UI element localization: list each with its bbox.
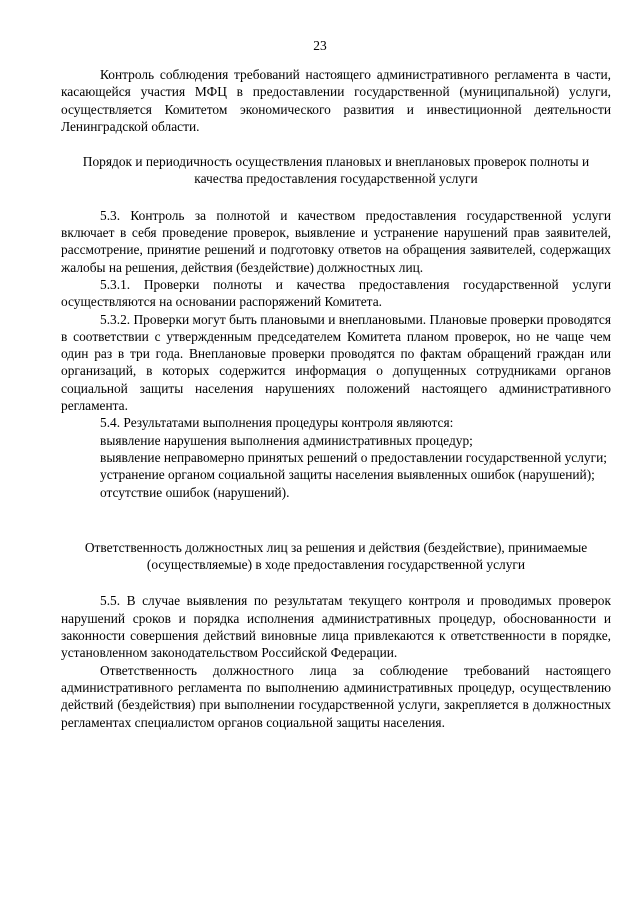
paragraph-5-4: 5.4. Результатами выполнения процедуры контроля являются: bbox=[100, 415, 454, 431]
paragraph-5-3-2: 5.3.2. Проверки могут быть плановыми и внеплановыми. Плановые проверки проводятся в соответствии с утвержденным председателем Комитета планом проверок, но не чаще чем один раз в три года. Внеплановые проверки проводятся по фактам обращений граждан или организаций, в которых содержится информация о допущенных сотрудниками органов социальной защиты населения нарушениях положений настоящего административного регламента. bbox=[61, 311, 611, 414]
result-item: отсутствие ошибок (нарушений). bbox=[100, 484, 290, 500]
intro-paragraph: Контроль соблюдения требований настоящего административного регламента в части, касающейся участия МФЦ в предоставлении государственной (муниципальной) услуги, осуществляется Комитетом экономического развития и инвестиционной деятельности Ленинградской области. bbox=[61, 67, 611, 134]
paragraph-5-3-1: 5.3.1. Проверки полноты и качества предоставления государственной услуги осуществляются на основании распоряжений Комитета. bbox=[61, 276, 611, 310]
result-item: выявление нарушения выполнения административных процедур; bbox=[100, 432, 473, 448]
result-item: устранение органом социальной защиты населения выявленных ошибок (нарушений); bbox=[100, 467, 595, 483]
section-heading-inspections: Порядок и периодичность осуществления плановых и внеплановых проверок полноты и качества предоставления государственной услуги bbox=[82, 154, 590, 187]
paragraph-5-3: 5.3. Контроль за полнотой и качеством предоставления государственной услуги включает в себя проведение проверок, выявление и устранение нарушений прав заявителей, рассмотрение, принятие решений и подготовку ответов на обращения заявителей, содержащих жалобы на решения, действия (бездействие) должностных лиц. bbox=[61, 207, 611, 275]
page-number: 23 bbox=[313, 38, 327, 53]
paragraph-5-5: 5.5. В случае выявления по результатам текущего контроля и проводимых проверок нарушений сроков и порядка исполнения административных процедур, обоснованности и законности совершения действий виновные лица привлекаются к ответственности в порядке, установленном законодательством Российской Федерации. bbox=[61, 593, 611, 661]
document-body bbox=[61, 66, 611, 731]
paragraph-responsibility: Ответственность должностного лица за соблюдение требований настоящего административного регламента по выполнению административных процедур, осуществлению действий (бездействия) при выполнении государственной услуги, закрепляется в должностных регламентах специалистом органов социальной защиты населения. bbox=[61, 662, 611, 730]
result-item: выявление неправомерно принятых решений о предоставлении государственной услуги; bbox=[100, 449, 607, 465]
section-heading-responsibility: Ответственность должностных лиц за решения и действия (бездействие), принимаемые (осуществляемые) в ходе предоставления государственной услуги bbox=[84, 539, 588, 573]
